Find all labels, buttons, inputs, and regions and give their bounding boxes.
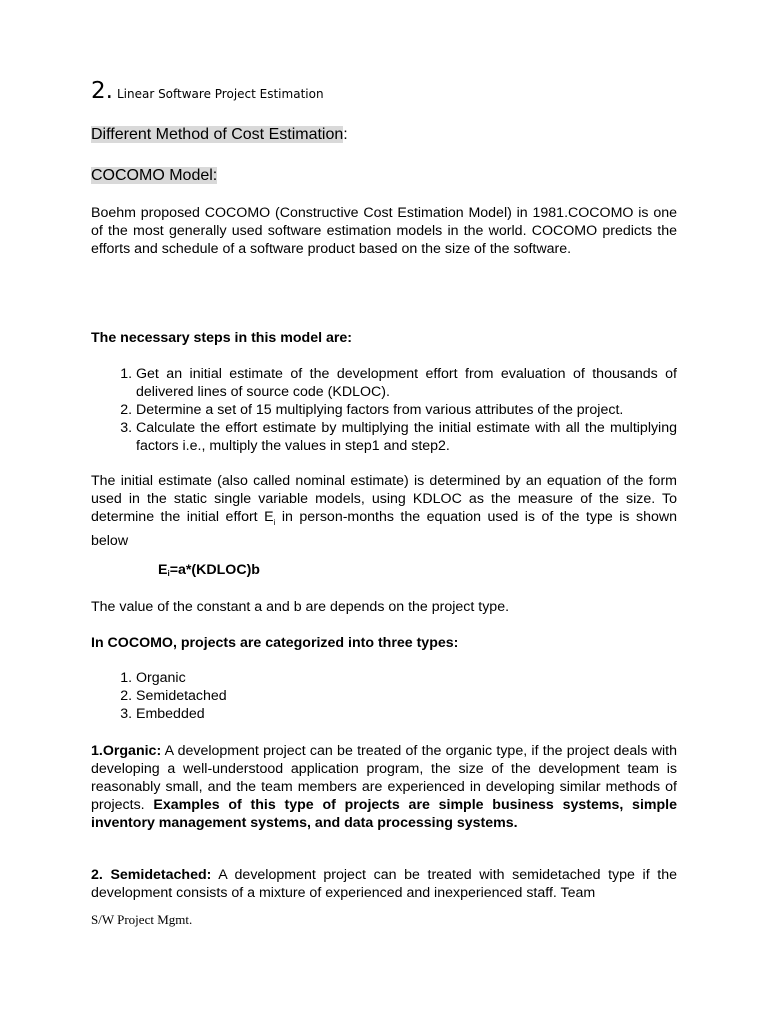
- effort-formula: [158, 562, 260, 578]
- types-list: [91, 669, 677, 723]
- organic-paragraph: [91, 742, 677, 832]
- initial-estimate-text-a: The initial estimate (also called nominal estimate) is determined by an equation of the form used in the static single variable models, using KDLOC as the measure of the size. To determine the initial effort E: [91, 473, 677, 525]
- list-item: 3. Embedded: [136, 705, 677, 723]
- page-footer: S/W Project Mgmt.: [91, 912, 193, 927]
- intro-paragraph: Boehm proposed COCOMO (Constructive Cost Estimation Model) in 1981.COCOMO is one of the most generally used software estimation models in the world. COCOMO predicts the efforts and schedule of a software product based on the size of the software.: [91, 205, 677, 257]
- section-number: 2.: [91, 78, 113, 104]
- steps-heading: The necessary steps in this model are:: [91, 330, 352, 346]
- organic-text: A development project can be treated of the organic type, if the project deals with developing a well-understood application program, the size of the development team is reasonably small, and the team members are experienced in developing similar methods of projects.: [91, 743, 677, 813]
- initial-estimate-subscript: i: [273, 517, 276, 527]
- initial-estimate-text-b: in person-months the equation used is of the type is shown below: [91, 509, 677, 549]
- list-item: 1. Get an initial estimate of the development effort from evaluation of thousands of delivered lines of source code (KDLOC).: [136, 365, 677, 401]
- semidetached-text: A development project can be treated with semidetached type if the development consists of a mixture of experienced and inexperienced staff. Team: [91, 867, 677, 901]
- initial-estimate-paragraph: [91, 472, 677, 550]
- list-item: 3. Calculate the effort estimate by multiplying the initial estimate with all the multiplying factors i.e., multiply the values in step1 and step2.: [136, 419, 677, 455]
- section-title: Linear Software Project Estimation: [116, 87, 324, 101]
- list-item: 1. Organic: [136, 669, 677, 687]
- semidetached-paragraph: [91, 866, 677, 902]
- heading-cocomo-model: [91, 166, 217, 186]
- types-heading: In COCOMO, projects are categorized into three types:: [91, 635, 459, 651]
- semidetached-label: 2. Semidetached:: [91, 867, 212, 883]
- list-item: 2. Determine a set of 15 multiplying factors from various attributes of the project.: [136, 401, 677, 419]
- list-item: 2. Semidetached: [136, 687, 677, 705]
- heading-cocomo-text: COCOMO Model:: [91, 167, 218, 184]
- section-heading: [91, 78, 324, 104]
- heading-cost-estimation-methods: [91, 125, 348, 145]
- formula-subscript: i: [167, 569, 170, 578]
- formula-rest: =a*(KDLOC)b: [169, 562, 260, 578]
- heading-methods-text: Different Method of Cost Estimation: [91, 126, 344, 143]
- document-page: [91, 0, 677, 1024]
- organic-label: 1.Organic:: [91, 743, 162, 759]
- heading-methods-colon: :: [343, 126, 348, 143]
- formula-base: E: [158, 562, 168, 578]
- steps-list: [91, 365, 677, 455]
- constants-paragraph: The value of the constant a and b are depends on the project type.: [91, 599, 510, 615]
- organic-examples: Examples of this type of projects are simple business systems, simple inventory management systems, and data processing systems.: [91, 797, 678, 831]
